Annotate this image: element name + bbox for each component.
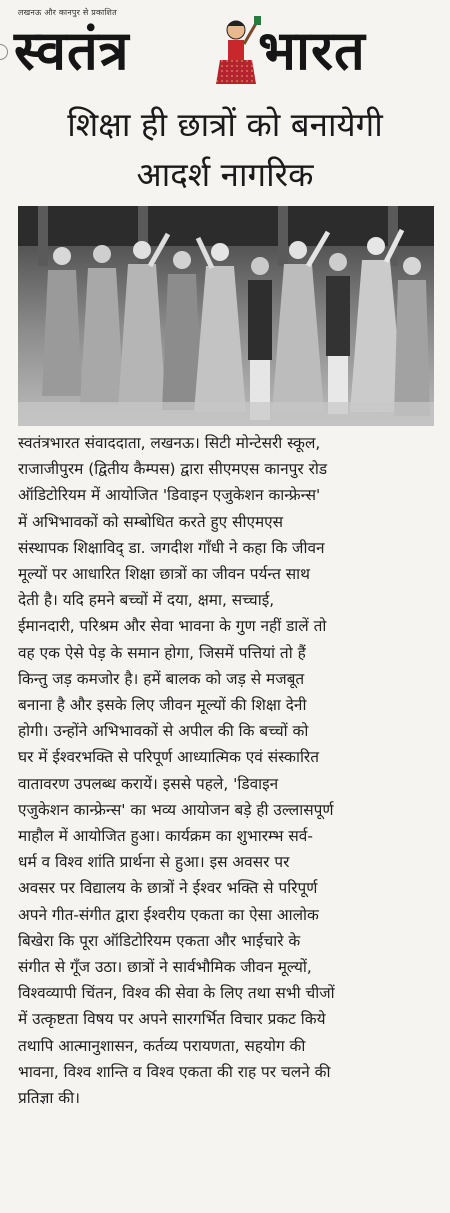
headline-line-1: शिक्षा ही छात्रों को बनायेगी (67, 105, 383, 144)
article-line: मूल्यों पर आधारित शिक्षा छात्रों का जीवन पर्यन्त साथ (18, 565, 311, 584)
article-line: स्वतंत्रभारत संवाददाता, लखनऊ। सिटी मोन्टेसरी स्कूल, (18, 434, 321, 452)
article-line: घर में ईश्वरभक्ति से परिपूर्ण आध्यात्मिक एवं संस्कारित (18, 748, 319, 767)
article-line: अपने गीत-संगीत द्वारा ईश्वरीय एकता का ऐसा आलोक (18, 905, 319, 924)
article-line: में उत्कृष्टता विषय पर अपने सारगर्भित विचार प्रकट किये (18, 1010, 326, 1029)
article-line: राजाजीपुरम (द्वितीय कैम्पस) द्वारा सीएमएस कानपुर रोड (18, 460, 328, 479)
article-line: एजुकेशन कान्फ्रेन्स' का भव्य आयोजन बड़े ही उल्लासपूर्ण (18, 800, 334, 819)
article-line: देती है। यदि हमने बच्चों में दया, क्षमा, सच्चाई, (18, 591, 275, 610)
article-photo (18, 206, 434, 426)
article-line: बनाना है और इसके लिए जीवन मूल्यों की शिक्षा देनी (18, 696, 307, 715)
article-line: वातावरण उपलब्ध करायें। इससे पहले, 'डिवाइन (18, 774, 279, 793)
article-line: ईमानदारी, परिश्रम और सेवा भावना के गुण नहीं डालें तो (18, 617, 327, 636)
article-line: तथापि आत्मानुशासन, कर्तव्य परायणता, सहयोग की (18, 1036, 306, 1055)
headline-line-2: आदर्श नागरिक (136, 155, 314, 194)
article-line: में अभिभावकों को सम्बोधित करते हुए सीएमएस (18, 512, 284, 531)
masthead-emblem-icon (210, 14, 262, 86)
masthead-tagline: लखनऊ और कानपुर से प्रकाशित (18, 8, 117, 17)
masthead-title-right: भारत (258, 18, 366, 82)
headline (10, 100, 440, 200)
article-line: प्रतिज्ञा की। (18, 1089, 80, 1108)
article-line: ऑडिटोरियम में आयोजित 'डिवाइन एजुकेशन कान्फ्रेन्स' (18, 486, 321, 505)
article-line: धर्म व विश्व शांति प्रार्थना से हुआ। इस अवसर पर (18, 853, 290, 872)
masthead-title-left: स्वतंत्र (14, 18, 130, 82)
masthead (0, 0, 450, 92)
article-body (18, 430, 438, 1111)
article-line: होगी। उन्होंने अभिभावकों से अपील की कि बच्चों को (18, 722, 309, 741)
article-line: विश्वव्यापी चिंतन, विश्व की सेवा के लिए तथा सभी चीजों (18, 984, 335, 1003)
article-line: बिखेरा कि पूरा ऑडिटोरियम एकता और भाईचारे के (18, 931, 301, 950)
article-line: माहौल में आयोजित हुआ। कार्यक्रम का शुभारम्भ सर्व- (18, 827, 313, 846)
article-line: किन्तु जड़ कमजोर है। हमें बालक को जड़ से मजबूत (18, 669, 305, 688)
binder-hole-mark (0, 44, 8, 60)
article-line: अवसर पर विद्यालय के छात्रों ने ईश्वर भक्ति से परिपूर्ण (18, 879, 318, 898)
article-line: भावना, विश्व शान्ति व विश्व एकता की राह पर चलने की (18, 1062, 331, 1081)
article-line: संस्थापक शिक्षाविद् डा. जगदीश गाँधी ने कहा कि जीवन (18, 538, 325, 557)
article-line: वह एक ऐसे पेड़ के समान होगा, जिसमें पत्तियां तो हैं (18, 643, 306, 662)
article-line: संगीत से गूँज उठा। छात्रों ने सार्वभौमिक जीवन मूल्यों, (18, 958, 312, 977)
